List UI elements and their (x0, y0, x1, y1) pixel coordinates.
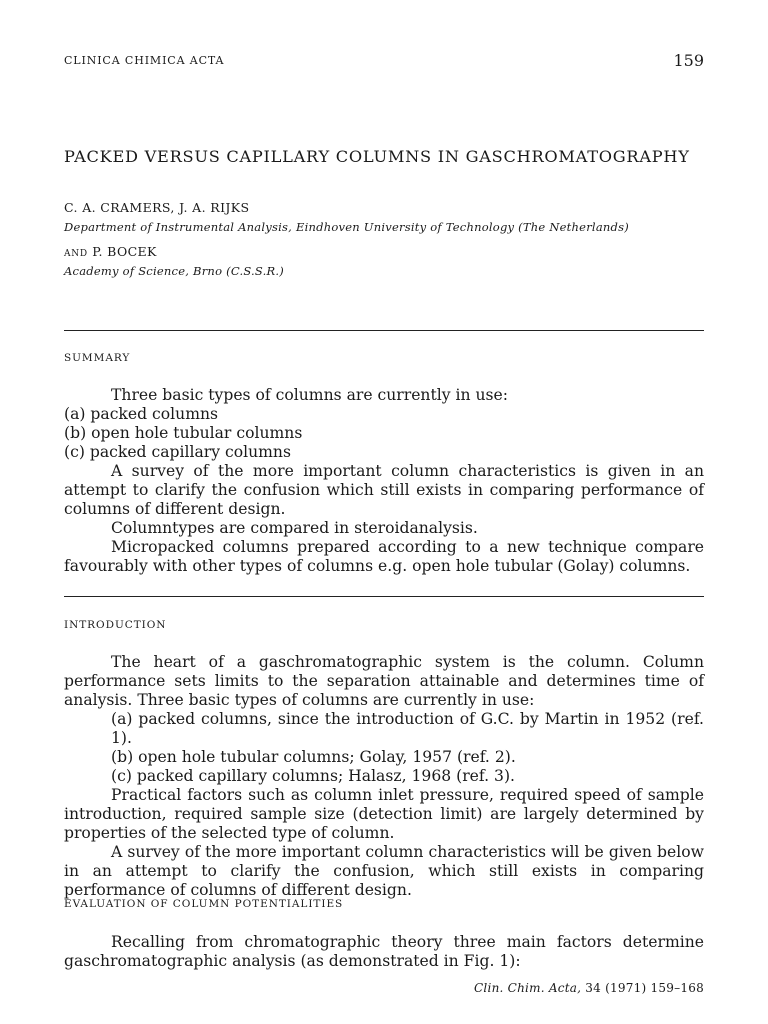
evaluation-body (64, 933, 704, 971)
summary-paragraph: A survey of the more important column characteristics is given in an attempt to clarify the confusion which still exists in comparing performance of columns of different design. (64, 462, 704, 518)
summary-heading: SUMMARY (64, 352, 131, 364)
and-word: and (64, 244, 88, 259)
introduction-heading: INTRODUCTION (64, 619, 167, 631)
evaluation-paragraph: Recalling from chromatographic theory three main factors determine gaschromatographic analysis (as demonstrated in Fig. 1): (64, 933, 704, 970)
rule-top (64, 330, 704, 331)
introduction-body (64, 653, 704, 900)
citation-volume: 34 (1971) 159–168 (585, 981, 704, 995)
evaluation-heading: EVALUATION OF COLUMN POTENTIALITIES (64, 898, 344, 910)
rule-mid (64, 596, 704, 597)
authors-secondary-line (64, 244, 157, 259)
summary-item-a: (a) packed columns (64, 405, 219, 423)
journal-citation (474, 981, 704, 995)
page-number: 159 (673, 51, 704, 70)
article-title: PACKED VERSUS CAPILLARY COLUMNS IN GASCHROMATOGRAPHY (64, 147, 690, 166)
intro-paragraph: A survey of the more important column characteristics will be given below in an attempt to clarify the confusion, which still exists in comparing performance of columns of different design. (64, 843, 704, 899)
intro-item-c: (c) packed capillary columns; Halasz, 1968 (ref. 3). (111, 767, 515, 785)
summary-paragraph: Micropacked columns prepared according to a new technique compare favourably with other types of columns e.g. open hole tubular (Golay) columns. (64, 538, 704, 575)
summary-paragraph: Columntypes are compared in steroidanalysis. (111, 519, 478, 537)
authors-secondary: P. BOCEK (92, 244, 157, 259)
citation-journal: Clin. Chim. Acta, (474, 981, 582, 995)
summary-line: Three basic types of columns are currently in use: (111, 386, 509, 404)
running-head: CLINICA CHIMICA ACTA (64, 54, 225, 67)
intro-paragraph: The heart of a gaschromatographic system is the column. Column performance sets limits to the separation attainable and determines time of analysis. Three basic types of columns are currently in use: (64, 653, 704, 709)
intro-item-b: (b) open hole tubular columns; Golay, 1957 (ref. 2). (111, 748, 516, 766)
affiliation-primary: Department of Instrumental Analysis, Eindhoven University of Technology (The Netherlands) (64, 220, 629, 234)
intro-paragraph: Practical factors such as column inlet pressure, required speed of sample introduction, required sample size (detection limit) are largely determined by properties of the selected type of column. (64, 786, 704, 842)
affiliation-secondary: Academy of Science, Brno (C.S.S.R.) (64, 264, 284, 278)
summary-item-c: (c) packed capillary columns (64, 443, 291, 461)
intro-item-a: (a) packed columns, since the introduction of G.C. by Martin in 1952 (ref. 1). (111, 710, 704, 747)
summary-body (64, 386, 704, 576)
authors-primary: C. A. CRAMERS, J. A. RIJKS (64, 200, 250, 215)
summary-item-b: (b) open hole tubular columns (64, 424, 303, 442)
